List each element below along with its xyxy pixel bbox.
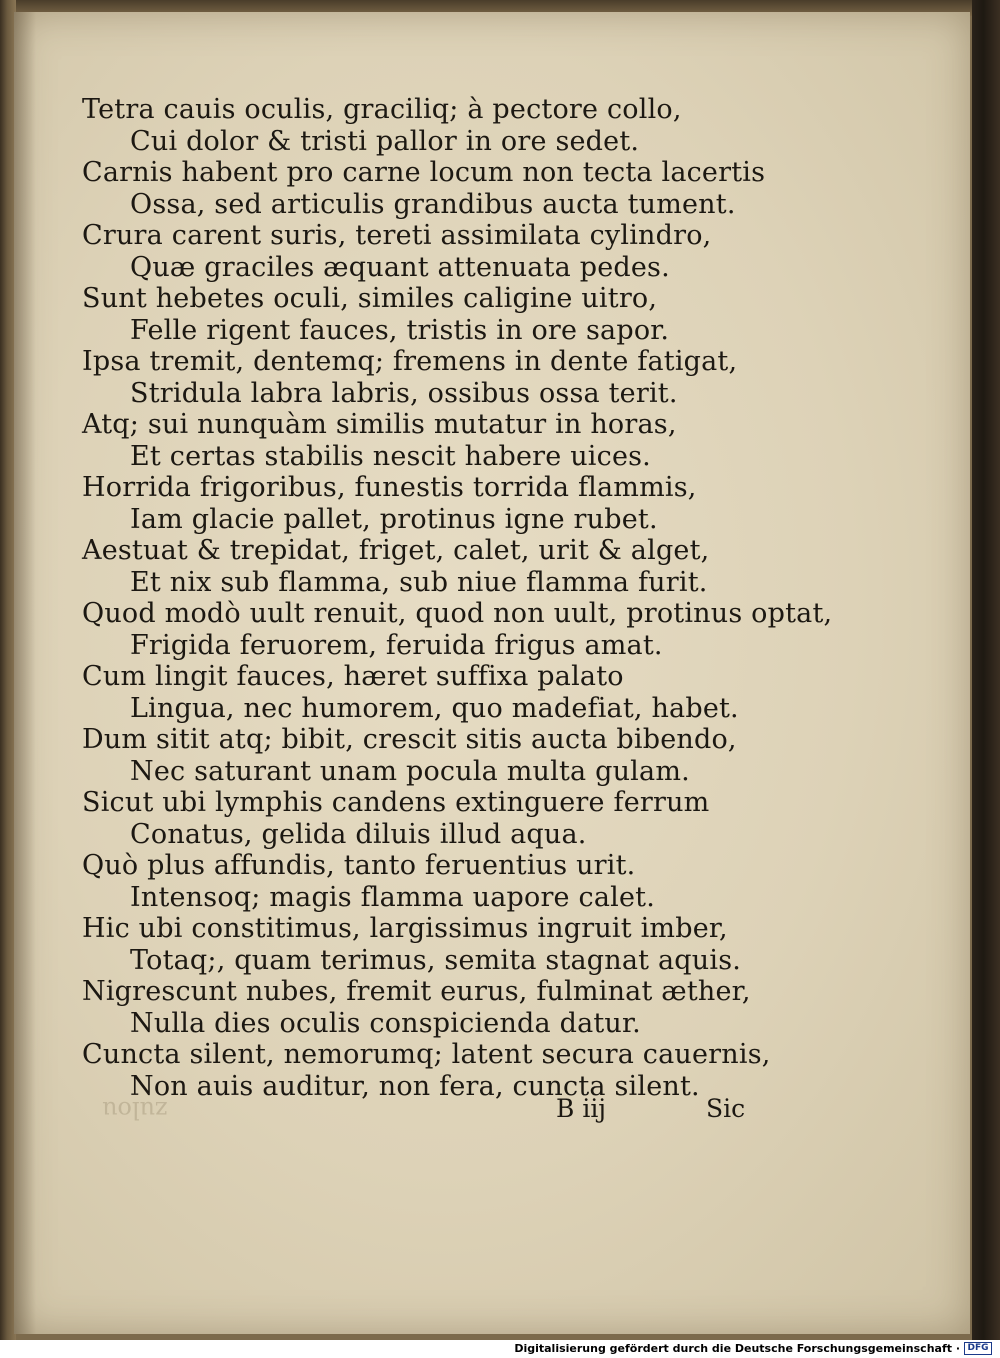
verse-line: Crura carent suris, tereti assimilata cylindro, <box>82 220 712 251</box>
verse-line: Lingua, nec humorem, quo madefiat, habet. <box>130 692 739 724</box>
verse-line: Ipsa tremit, dentemq; fremens in dente fatigat, <box>82 346 738 377</box>
verse-line: Atq; sui nunquàm similis mutatur in horas, <box>82 409 677 440</box>
verse-line: Cum lingit fauces, hæret suffixa palato <box>82 661 624 692</box>
book-page <box>14 12 970 1334</box>
catchword: Sic <box>706 1094 746 1123</box>
verse-line: Dum sitit atq; bibit, crescit sitis aucta bibendo, <box>82 724 737 755</box>
verse-line: Ossa, sed articulis grandibus aucta tument. <box>130 188 736 220</box>
verse-line: Aestuat & trepidat, friget, calet, urit & alget, <box>82 535 710 566</box>
credit-bar <box>0 1340 1000 1358</box>
verse-line: Cuncta silent, nemorumq; latent secura cauernis, <box>82 1039 771 1070</box>
verse-line: Totaq;, quam terimus, semita stagnat aquis. <box>130 944 742 976</box>
verse-line: Iam glacie pallet, protinus igne rubet. <box>130 503 658 535</box>
dfg-logo: DFG <box>964 1342 992 1355</box>
verse-line: Sicut ubi lymphis candens extinguere ferrum <box>82 787 710 818</box>
signature-mark: B iij <box>556 1094 607 1123</box>
verse-line: Felle rigent fauces, tristis in ore sapor. <box>130 314 670 346</box>
verse-line: Conatus, gelida diluis illud aqua. <box>130 818 587 850</box>
verse-line: Quæ graciles æquant attenuata pedes. <box>130 251 670 283</box>
verse-line: Cui dolor & tristi pallor in ore sedet. <box>130 125 640 157</box>
show-through-text: zulou <box>102 1096 168 1124</box>
verse-line: Et certas stabilis nescit habere uices. <box>130 440 651 472</box>
verse-line: Quò plus affundis, tanto feruentius urit. <box>82 850 636 881</box>
verse-line: Quod modò uult renuit, quod non uult, protinus optat, <box>82 598 833 629</box>
funding-credit: Digitalisierung gefördert durch die Deutsche Forschungsgemeinschaft · <box>514 1342 960 1355</box>
poem-text <box>82 94 833 1102</box>
verse-line: Hic ubi constitimus, largissimus ingruit imber, <box>82 913 728 944</box>
verse-line: Stridula labra labris, ossibus ossa terit. <box>130 377 678 409</box>
verse-line: Non auis auditur, non fera, cuncta silent. <box>130 1070 700 1102</box>
verse-line: Tetra cauis oculis, graciliq; à pectore collo, <box>82 94 682 125</box>
verse-line: Horrida frigoribus, funestis torrida flammis, <box>82 472 697 503</box>
verse-line: Frigida feruorem, feruida frigus amat. <box>130 629 663 661</box>
verse-line: Nec saturant unam pocula multa gulam. <box>130 755 690 787</box>
book-edge-right <box>972 0 1000 1340</box>
verse-line: Carnis habent pro carne locum non tecta lacertis <box>82 157 766 188</box>
verse-line: Et nix sub flamma, sub niue flamma furit. <box>130 566 708 598</box>
verse-line: Intensoq; magis flamma uapore calet. <box>130 881 655 913</box>
page-footer <box>14 1094 970 1128</box>
verse-line: Nulla dies oculis conspicienda datur. <box>130 1007 641 1039</box>
verse-line: Sunt hebetes oculi, similes caligine uitro, <box>82 283 658 314</box>
verse-line: Nigrescunt nubes, fremit eurus, fulminat æther, <box>82 976 751 1007</box>
